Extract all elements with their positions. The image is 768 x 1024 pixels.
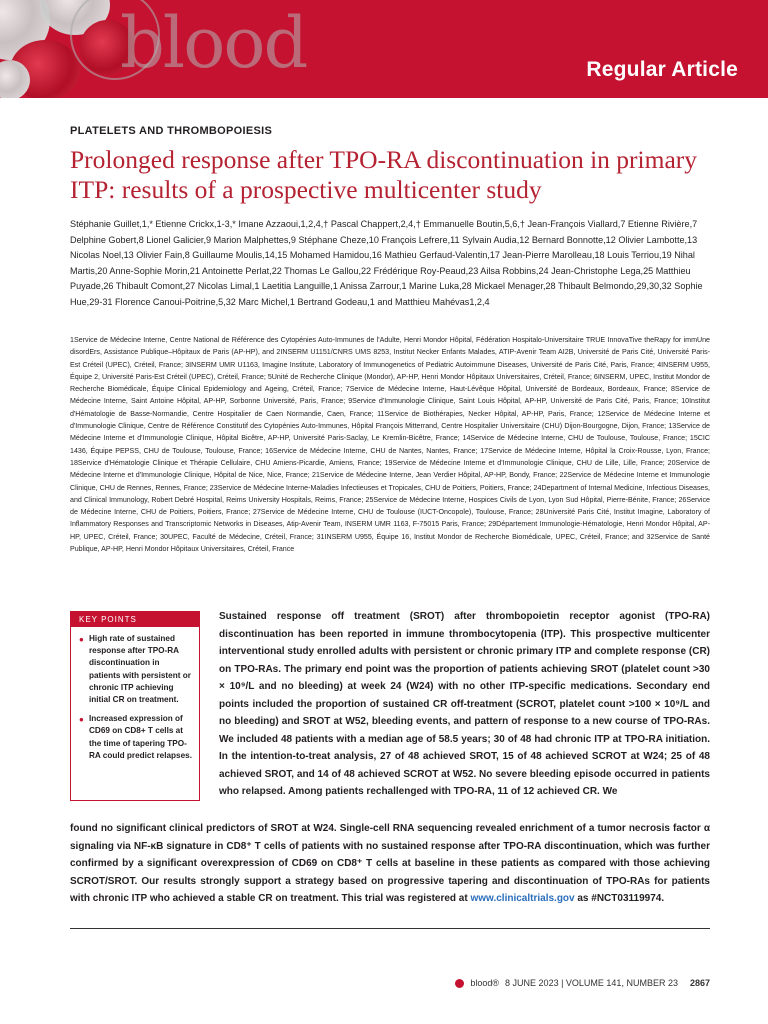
clinicaltrials-link[interactable]: www.clinicaltrials.gov bbox=[470, 893, 575, 904]
section-label: PLATELETS AND THROMBOPOIESIS bbox=[70, 125, 273, 137]
journal-logo: blood bbox=[120, 2, 307, 84]
key-points-heading: KEY POINTS bbox=[71, 612, 199, 627]
trial-id-text: as #NCT03119974. bbox=[574, 893, 665, 904]
key-points-box bbox=[70, 611, 200, 801]
abstract-text: found no significant clinical predictors of SROT at W24. Single-cell RNA sequencing revealed enrichment of a tumor necrosis factor α signaling via NF-κB signature in CD8⁺ T cells of patients with no sustained response after TPO-RA discontinuation, which was further confirmed by a significant overexpression of CD69 on CD8⁺ T cells at baseline in these patients as compared with those achieving SCROT/SROT. Our results strongly support a strategy based on progressive tapering and discontinuation of TPO-RAs for patients with chronic ITP who achieved a stable CR on treatment. This trial was registered at bbox=[70, 823, 710, 904]
key-point-text: High rate of sustained response after TPO-RA discontinuation in patients with persistent or chronic ITP achieving initial CR on treatment. bbox=[89, 634, 191, 705]
key-point-text: Increased expression of CD69 on CD8+ T cells at the time of tapering TPO-RA could predict relapses. bbox=[89, 714, 192, 760]
abstract-part-2 bbox=[70, 820, 710, 908]
page-number: 2867 bbox=[689, 978, 710, 988]
journal-header bbox=[0, 0, 768, 98]
abstract-part-1: Sustained response off treatment (SROT) after thrombopoietin receptor agonist (TPO-RA) discontinuation has been reported in immune thrombocytopenia (ITP). This prospective multicenter interventional study enrolled adults with persistent or chronic primary ITP and complete response (CR) on TPO-RAs. The primary end point was the proportion of patients achieving SROT (platelet count >30 × 10⁹/L and no bleeding) at week 24 (W24) with no other ITP-specific medications. Secondary end points included the proportion of sustained CR off-treatment (SCROT, platelet count >100 × 10⁹/L and no bleeding) and SROT at W52, bleeding events, and pattern of response to a new course of TPO-RAs. We included 48 patients with a median age of 58.5 years; 30 of 48 had chronic ITP at TPO-RA initiation. In the intention-to-treat analysis, 27 of 48 achieved SROT, 15 of 48 achieved SCROT at W24; 25 of 48 achieved SROT, and 14 of 48 achieved SCROT at W52. No severe bleeding episode occurred in patients who relapsed. Among patients rechallenged with TPO-RA, 11 of 12 achieved CR. We bbox=[219, 611, 710, 797]
key-point-item bbox=[79, 633, 193, 706]
affiliations: 1Service de Médecine Interne, Centre National de Référence des Cytopénies Auto-Immunes de l'Adulte, Henri Mondor Hôpital, Fédération Hospitalo-Universitaire TRUE InnovaTive theRapy for immUne disordErs, Assistance Publique–Hôpitaux de Paris (AP-HP), and 2INSERM U1151/CNRS UMS 8253, Institut Necker Enfants Malades, ATIP-Avenir Team AI2B, Université de Paris Cité, Université Paris-Est Créteil (UPEC), Créteil, France; 3INSERM UMR U1163, Imagine Institute, Laboratory of Immunogenetics of Pediatric Autoimmune Diseases, Université de Paris Cité, Paris, France; 4INSERM U955, Équipe 2, Université Paris-Est Créteil (UPEC), Créteil, France; 5Unité de Recherche Clinique (Mondor), AP-HP, Henri Mondor Hôpitaux Universitaires, Créteil, France; 6INSERM, UPEC, Institut Mondor de Recherche Biomédicale, Équipe Clinical Epidemiology and Ageing, Créteil, France; 7Service de Médecine Interne, Haut-Lévêque Hôpital, Université de Bordeaux, Bordeaux, France; 8Service de Médecine Interne, Saint Antoine Hôpital, AP-HP, Sorbonne Université, Paris, France; 9Service d'Immunologie Clinique, Saint Louis Hôpital, AP-HP, Université de Paris Cité, Paris, France; 10Institut d'Hématologie de Basse-Normandie, Centre Hospitalier de Caen Normandie, Caen, France; 11Service de Biothérapies, Necker Hôpital, AP-HP, Paris, France; 12Service de Médecine Interne et d'Immunologie Clinique, Centre de Référence Constitutif des Cytopénies Auto-Immunes, Hôpital François Mitterrand, Centre Hospitalier Universitaire (CHU) Dijon-Bourgogne, Dijon, France; 13Service de Médecine Interne et d'Immunologie Clinique, Hôpital Bicêtre, AP-HP, Université Paris-Saclay, Le Kremlin-Bicêtre, France; 14Service de Médecine Interne, CHU de Toulouse, Toulouse, France; 15CIC 1436, Équipe PEPSS, CHU de Toulouse, Toulouse, France; 16Service de Médecine Interne, CHU de Nantes, Nantes, France; 17Service de Médecine Interne, Hôpital la Croix-Rousse, Lyon, France; 18Service d'Hématologie Clinique et Thérapie Cellulaire, CHU Amiens-Picardie, Amiens, France; 19Service de Médecine Interne et d'Immunologie Clinique, CHU de Lille, Lille, France; 20Service de Médecine Interne et d'Immunologie Clinique, Hôpital de Nice, Nice, France; 21Service de Médecine Interne, Jean Verdier Hôpital, AP-HP, Bondy, France; 22Service de Médecine Interne et Immunologie Clinique, CHU de Rennes, Rennes, France; 23Service de Médecine Interne-Maladies Infectieuses et Tropicales, CHU de Poitiers, Poitiers, France; 24Department of Internal Medicine, Infectious Diseases, and Clinical Immunology, Robert Debré Hospital, Reims University Hospitals, Reims, France; 25Service de Médecine Interne, Hospices Civils de Lyon, Lyon Sud Hôpital, Pierre-Bénite, France; 26Service de Médecine Interne, CHU de Poitiers, Poitiers, France; 27Service de Médecine Interne, CHU de Toulouse (IUCT-Oncopole), Toulouse, France; 28Université Paris Cité, Institut Imagine, Laboratory of Inflammatory Responses and Transcriptomic Networks in Diseases, Atip-Avenir Team, INSERM UMR 1163, F-75015 Paris, France; 29Département Immunologie-Hématologie, Henri Mondor Hôpital, AP-HP, UPEC, Créteil, France; 30UPEC, Faculté de Médecine, Créteil, France; 31INSERM U955, Équipe 16, Institut Mondor de Recherche Biomédicale, UPEC, Créteil, France; and 32Service de Santé Publique, AP-HP, Henri Mondor Hôpitaux Universitaires, Créteil, France bbox=[70, 336, 710, 554]
key-point-item bbox=[79, 713, 193, 762]
article-title: Prolonged response after TPO-RA discontinuation in primary ITP: results of a prospective multicenter study bbox=[70, 145, 698, 204]
key-points-list bbox=[71, 627, 199, 762]
blood-drop-icon bbox=[455, 979, 464, 988]
page-footer bbox=[455, 978, 710, 988]
article-type-label: Regular Article bbox=[586, 58, 738, 81]
author-list: Stéphanie Guillet,1,* Etienne Crickx,1-3,* Imane Azzaoui,1,2,4,† Pascal Chappert,2,4,† Emmanuelle Boutin,5,6,† Jean-François Viallard,7 Etienne Rivière,7 Delphine Gobert,8 Lionel Galicier,9 Marion Malphettes,9 Stéphane Cheze,10 François Lefrere,11 Sylvain Audia,12 Bernard Bonnotte,12 Olivier Lambotte,13 Nicolas Noel,13 Olivier Fain,8 Guillaume Moulis,14,15 Mohamed Hamidou,16 Mathieu Gerfaud-Valentin,17 Jean-Pierre Marolleau,18 Louis Terriou,19 Nihal Martis,20 Anne-Sophie Morin,21 Antoinette Perlat,22 Thomas Le Gallou,22 Frédérique Roy-Peaud,23 Ailsa Robbins,24 Jean-Christophe Lega,25 Matthieu Puyade,26 Thibault Comont,27 Nicolas Limal,1 Laetitia Languille,1 Anissa Zarrour,1 Marine Luka,28 Mickael Menager,28 Thibault Belmondo,29,30,32 Sophie Hue,29-31 Florence Canoui-Poitrine,5,32 Marc Michel,1 Bertrand Godeau,1 and Matthieu Mahévas1,2,4 bbox=[70, 219, 703, 307]
divider bbox=[70, 928, 710, 929]
bullet-icon: ● bbox=[79, 715, 84, 725]
bullet-icon: ● bbox=[79, 635, 84, 644]
footer-issue: 8 JUNE 2023 | VOLUME 141, NUMBER 23 bbox=[505, 978, 678, 988]
footer-journal: blood® bbox=[470, 978, 500, 988]
